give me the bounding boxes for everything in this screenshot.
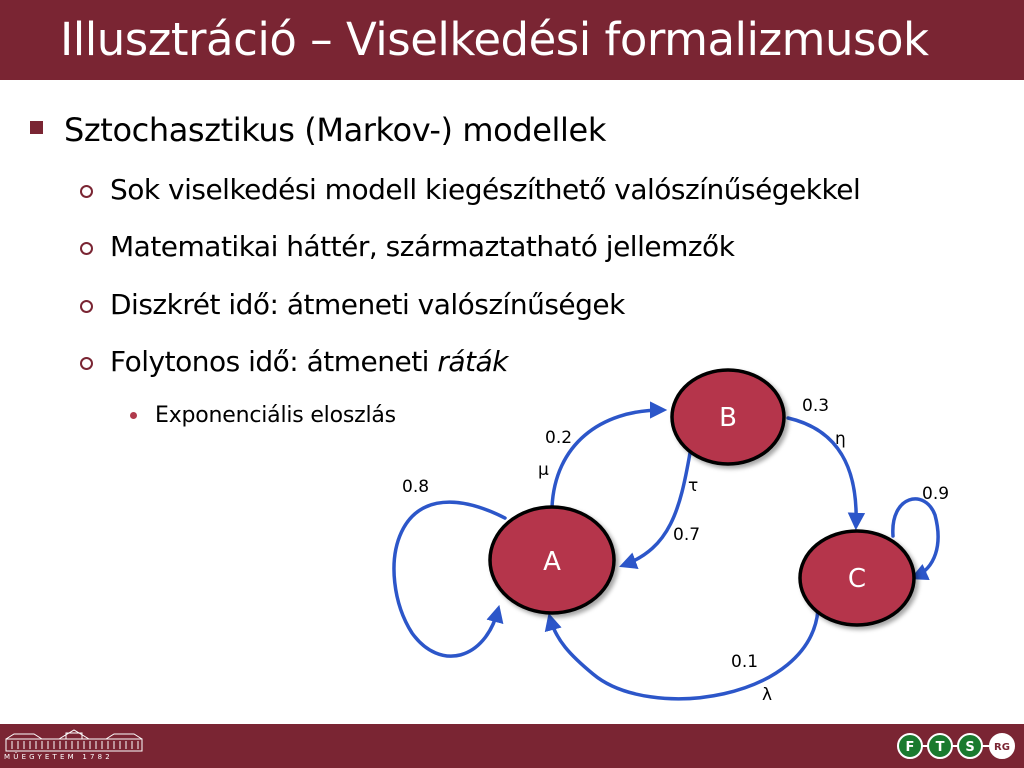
bullet-subsub-1: Exponenciális eloszlás [155,403,396,428]
footer-bar [0,724,1024,768]
bullet-sub-1: Sok viselkedési modell kiegészíthető valószínűségekkel [110,173,861,206]
bullet-sub-2: Matematikai háttér, származtatható jellemzők [110,230,735,263]
state-C [800,531,914,625]
state-label: C [847,564,867,594]
rate-label-B-A: τ [688,476,699,496]
bullet-sub-4-text: Folytonos idő: átmeneti [110,345,438,378]
bullet-sub-4-italic: ráták [437,345,508,378]
state-label: B [719,403,737,433]
probability-label-A-A: 0.8 [402,477,430,497]
probability-label-B-C: 0.3 [802,396,830,416]
state-B [672,370,784,464]
bullet-main: Sztochasztikus (Markov-) modellek [64,111,606,149]
slide-title: Illusztráció – Viselkedési formalizmusok [60,13,929,66]
rate-label-B-C: η [835,429,846,449]
transition-A-A [394,502,505,656]
probability-label-C-A: 0.1 [731,652,759,672]
transition-B-C [788,418,856,525]
bullet-sub-3: Diszkrét idő: átmeneti valószínűségek [110,288,625,321]
probability-label-A-B: 0.2 [545,428,573,448]
university-building-logo [4,727,144,753]
svg-text:F: F [905,740,915,755]
state-label: A [543,547,561,577]
ftsrg-logo-t [928,734,952,758]
probability-label-C-C: 0.9 [922,484,950,504]
university-name: MŰEGYETEM 1782 [4,753,113,761]
svg-text:RG: RG [994,742,1010,753]
svg-text:S: S [965,740,975,755]
transition-B-A [624,453,690,565]
transition-C-A [550,610,818,699]
state-A [490,507,614,613]
research-group-logos [896,730,1018,762]
ftsrg-logo-rg [990,734,1014,758]
ftsrg-logo-s [958,734,982,758]
rate-label-A-B: μ [538,460,549,480]
ftsrg-logo-f [898,734,922,758]
rate-label-C-A: λ [762,685,773,705]
transition-A-B [552,410,662,507]
svg-text:T: T [935,740,945,755]
probability-label-B-A: 0.7 [673,525,701,545]
